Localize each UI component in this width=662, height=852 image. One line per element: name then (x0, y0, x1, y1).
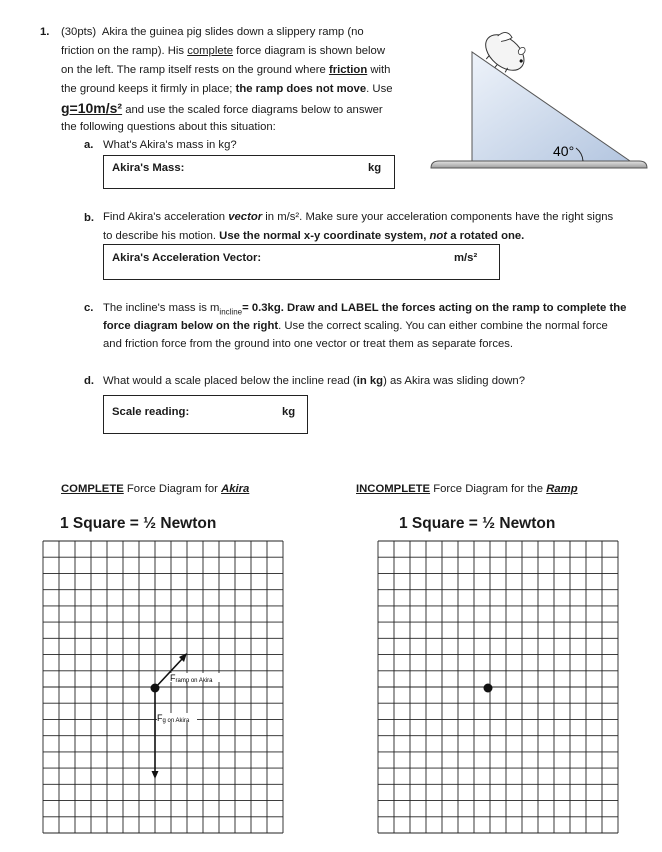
acceleration-unit: m/s² (454, 252, 478, 264)
part-b-line-1: Find Akira's acceleration vector in m/s². Make sure your acceleration components have the right signs (103, 211, 614, 223)
question-line-6: the following questions about this situation: (61, 121, 276, 133)
left-diagram-title: COMPLETE Force Diagram for Akira (61, 483, 250, 495)
question-line-4: the ground keeps it firmly in place; the ramp does not move. Use (61, 83, 393, 95)
part-c-line-2: force diagram below on the right. Use the correct scaling. You can either combine the normal force (103, 320, 608, 332)
question-number: 1. (40, 26, 50, 38)
incline (472, 52, 630, 161)
left-scale-label: 1 Square = ½ Newton (60, 515, 217, 532)
mass-answer-box[interactable] (103, 155, 395, 189)
akira-point (151, 684, 160, 693)
ground-surface (431, 161, 647, 168)
left-force-grid (42, 540, 286, 836)
right-diagram-title: INCOMPLETE Force Diagram for the Ramp (356, 483, 578, 495)
fg-vector-arrowhead (152, 771, 159, 779)
acceleration-answer-box[interactable] (103, 244, 500, 280)
part-c-line-3: and friction force from the ground into one vector or treat them as separate forces. (103, 338, 514, 350)
part-d-text: What would a scale placed below the incline read (in kg) as Akira was sliding down? (103, 375, 525, 387)
part-c-line-1: The incline's mass is $m_{incline}= 0.3kg$. Draw and LABEL the forces acting on the ramp to complete the (103, 302, 627, 317)
framp-label: Framp on Akira (170, 673, 213, 684)
question-line-1: (30pts) Akira the guinea pig slides down a slippery ramp (no (61, 26, 364, 38)
fg-label: Fg on Akira (157, 713, 190, 724)
angle-label: 40° (553, 143, 575, 159)
ramp-figure (425, 20, 655, 180)
part-a-letter: a. (84, 139, 94, 151)
part-c-letter: c. (84, 302, 94, 314)
ramp-point (484, 684, 493, 693)
right-scale-label: 1 Square = ½ Newton (399, 515, 556, 532)
question-line-3: on the left. The ramp itself rests on the ground where friction with (61, 64, 391, 76)
acceleration-label: Akira's Acceleration Vector: (112, 252, 262, 264)
question-line-5: g=10m/s² and use the scaled force diagrams below to answer (61, 100, 383, 116)
part-a-text: What's Akira's mass in kg? (103, 139, 237, 151)
mass-label: Akira's Mass: (112, 162, 185, 174)
part-b-line-2: to describe his motion. Use the normal x-y coordinate system, not a rotated one. (103, 230, 525, 242)
question-line-2: friction on the ramp). His complete force diagram is shown below (61, 45, 385, 57)
scale-reading-box[interactable] (103, 395, 308, 434)
mass-unit: kg (368, 162, 382, 174)
right-force-grid[interactable] (377, 540, 621, 836)
part-b-letter: b. (84, 212, 95, 224)
scale-reading-unit: kg (282, 406, 296, 418)
part-d-letter: d. (84, 375, 95, 387)
scale-reading-label: Scale reading: (112, 406, 190, 418)
